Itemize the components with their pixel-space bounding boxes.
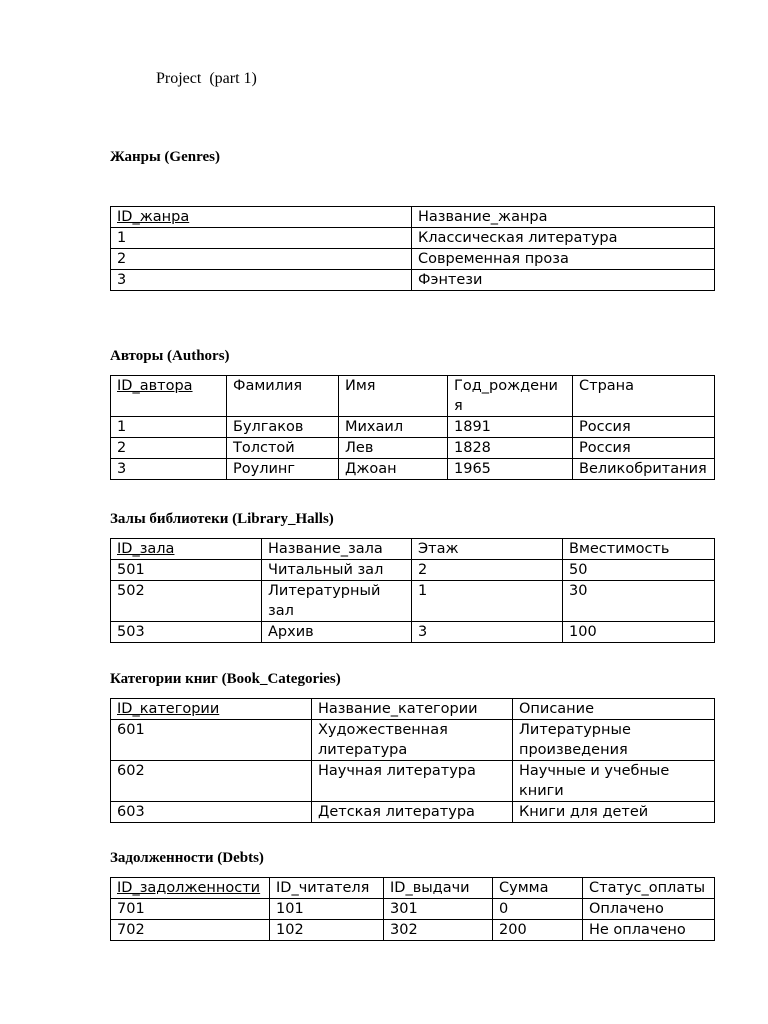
column-header: ID_читателя (270, 878, 384, 899)
table-header-row (111, 376, 715, 417)
genres-table (110, 206, 715, 291)
table-cell: Читальный зал (262, 560, 412, 581)
table-cell: Современная проза (412, 249, 715, 270)
table-cell: 3 (111, 459, 227, 480)
column-header: Фамилия (227, 376, 339, 417)
table-cell: 50 (563, 560, 715, 581)
table-cell: 3 (412, 622, 563, 643)
table-cell: Книги для детей (513, 802, 715, 823)
table-cell: 701 (111, 899, 270, 920)
table-cell: Фэнтези (412, 270, 715, 291)
table-cell: 3 (111, 270, 412, 291)
table-cell: 102 (270, 920, 384, 941)
table-cell: Классическая литература (412, 228, 715, 249)
table-row (111, 761, 715, 802)
table-cell: 0 (493, 899, 583, 920)
table-cell: 1828 (448, 438, 573, 459)
authors-table (110, 375, 715, 480)
table-row (111, 417, 715, 438)
table-header-row (111, 878, 715, 899)
table-cell: Литературные произведения (513, 720, 715, 761)
authors-heading: Авторы (Authors) (110, 348, 230, 364)
table-row (111, 560, 715, 581)
column-header: ID_зала (111, 539, 262, 560)
table-cell: Роулинг (227, 459, 339, 480)
table-cell: Литературный зал (262, 581, 412, 622)
table-cell: 101 (270, 899, 384, 920)
table-cell: 2 (111, 438, 227, 459)
table-cell: 30 (563, 581, 715, 622)
table-cell: Михаил (339, 417, 448, 438)
column-header: Имя (339, 376, 448, 417)
table-cell: 503 (111, 622, 262, 643)
column-header: Описание (513, 699, 715, 720)
table-cell: 601 (111, 720, 312, 761)
table-row (111, 899, 715, 920)
table-cell: 100 (563, 622, 715, 643)
column-header: ID_выдачи (384, 878, 493, 899)
table-cell: 200 (493, 920, 583, 941)
table-row (111, 270, 715, 291)
table-cell: 2 (412, 560, 563, 581)
table-cell: 1965 (448, 459, 573, 480)
column-header: Название_категории (312, 699, 513, 720)
table-cell: Россия (573, 417, 715, 438)
table-row (111, 920, 715, 941)
column-header: Сумма (493, 878, 583, 899)
column-header: Страна (573, 376, 715, 417)
debts-table (110, 877, 715, 941)
table-cell: Булгаков (227, 417, 339, 438)
table-row (111, 581, 715, 622)
table-cell: Россия (573, 438, 715, 459)
table-cell: 302 (384, 920, 493, 941)
table-cell: 2 (111, 249, 412, 270)
table-cell: 1 (111, 417, 227, 438)
table-cell: 502 (111, 581, 262, 622)
column-header: Название_зала (262, 539, 412, 560)
table-row (111, 459, 715, 480)
column-header: Название_жанра (412, 207, 715, 228)
column-header: ID_категории (111, 699, 312, 720)
table-row (111, 802, 715, 823)
table-cell: Джоан (339, 459, 448, 480)
table-cell: 1 (412, 581, 563, 622)
table-cell: 301 (384, 899, 493, 920)
table-cell: Оплачено (583, 899, 715, 920)
table-header-row (111, 207, 715, 228)
table-cell: Научная литература (312, 761, 513, 802)
table-cell: 602 (111, 761, 312, 802)
table-cell: 603 (111, 802, 312, 823)
halls-heading: Залы библиотеки (Library_Halls) (110, 511, 334, 527)
table-cell: Толстой (227, 438, 339, 459)
column-header: ID_жанра (111, 207, 412, 228)
table-cell: 1 (111, 228, 412, 249)
table-cell: Лев (339, 438, 448, 459)
table-cell: Архив (262, 622, 412, 643)
table-cell: Художественная литература (312, 720, 513, 761)
column-header: ID_автора (111, 376, 227, 417)
table-header-row (111, 699, 715, 720)
table-cell: 702 (111, 920, 270, 941)
categories-heading: Категории книг (Book_Categories) (110, 671, 341, 687)
genres-heading: Жанры (Genres) (110, 149, 220, 165)
categories-table (110, 698, 715, 823)
table-row (111, 249, 715, 270)
table-row (111, 228, 715, 249)
table-cell: Детская литература (312, 802, 513, 823)
table-row (111, 720, 715, 761)
column-header: Статус_оплаты (583, 878, 715, 899)
table-header-row (111, 539, 715, 560)
document-title: Project (part 1) (156, 70, 257, 87)
column-header: Год_рождения (448, 376, 573, 417)
table-row (111, 622, 715, 643)
column-header: Вместимость (563, 539, 715, 560)
column-header: Этаж (412, 539, 563, 560)
debts-heading: Задолженности (Debts) (110, 850, 264, 866)
table-cell: Научные и учебные книги (513, 761, 715, 802)
table-cell: Великобритания (573, 459, 715, 480)
table-row (111, 438, 715, 459)
table-cell: 1891 (448, 417, 573, 438)
halls-table (110, 538, 715, 643)
table-cell: 501 (111, 560, 262, 581)
table-cell: Не оплачено (583, 920, 715, 941)
column-header: ID_задолженности (111, 878, 270, 899)
